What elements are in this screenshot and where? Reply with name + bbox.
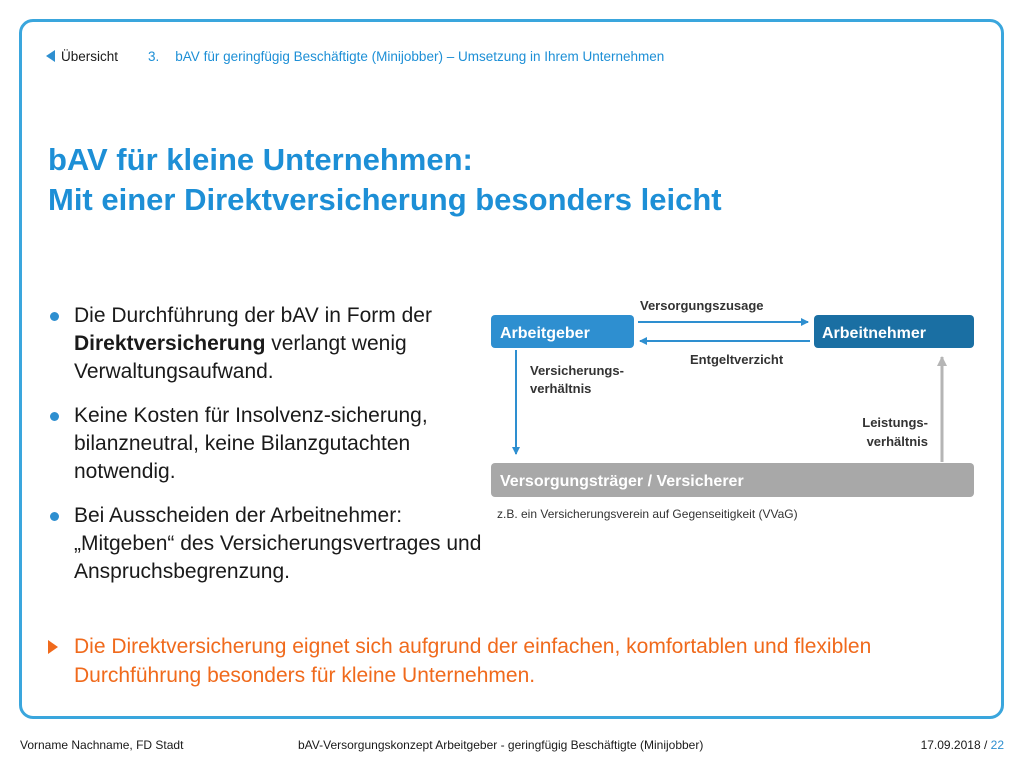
bullet-text-before: Die Durchführung der bAV in Form der <box>74 304 432 327</box>
bullet-text: Keine Kosten für Insolvenz-sicherung, bilanzneutral, keine Bilanzgutachten notwendig. <box>74 404 428 483</box>
footer-page-number: 22 <box>990 738 1004 752</box>
page-title-line1: bAV für kleine Unternehmen: <box>48 142 473 177</box>
provider-note: z.B. ein Versicherungsverein auf Gegenseitigkeit (VVaG) <box>497 507 798 521</box>
conclusion-callout <box>48 632 974 690</box>
triangle-right-icon <box>48 640 58 654</box>
footer-date-page <box>921 738 1004 752</box>
promise-label: Versorgungszusage <box>640 298 764 313</box>
page-title-line2: Mit einer Direktversicherung besonders leicht <box>48 182 722 217</box>
bullet-text: Bei Ausscheiden der Arbeitnehmer: „Mitgeben“ des Versicherungsvertrages und Anspruchsbegrenzung. <box>74 504 482 583</box>
section-title: bAV für geringfügig Beschäftigte (Minijobber) – Umsetzung in Ihrem Unternehmen <box>175 48 665 64</box>
employer-label: Arbeitgeber <box>500 325 590 342</box>
back-label: Übersicht <box>61 48 119 64</box>
footer-doc-title: bAV-Versorgungskonzept Arbeitgeber - geringfügig Beschäftigte (Minijobber) <box>298 738 704 752</box>
footer-date: 17.09.2018 <box>920 738 981 752</box>
bullet-text-bold: Direktversicherung <box>74 332 266 355</box>
footer-separator: / <box>980 738 991 752</box>
benefit-relation-label-2: verhältnis <box>866 434 928 449</box>
insurance-relation-label-1: Versicherungs- <box>530 363 624 378</box>
bullet-text-after: verlangt wenig Verwaltungsaufwand. <box>74 332 407 383</box>
benefit-relation-label-1: Leistungs- <box>862 415 928 430</box>
section-number: 3. <box>148 48 160 64</box>
provider-label: Versorgungsträger / Versicherer <box>500 473 744 490</box>
footer-author: Vorname Nachname, FD Stadt <box>20 738 184 752</box>
insurance-relation-label-2: verhältnis <box>530 381 592 396</box>
waiver-label: Entgeltverzicht <box>690 352 784 367</box>
employee-label: Arbeitnehmer <box>822 325 927 342</box>
conclusion-text: Die Direktversicherung eignet sich aufgrund der einfachen, komfortablen und flexiblen Durchführung besonders für kleine Unternehmen. <box>74 635 872 687</box>
